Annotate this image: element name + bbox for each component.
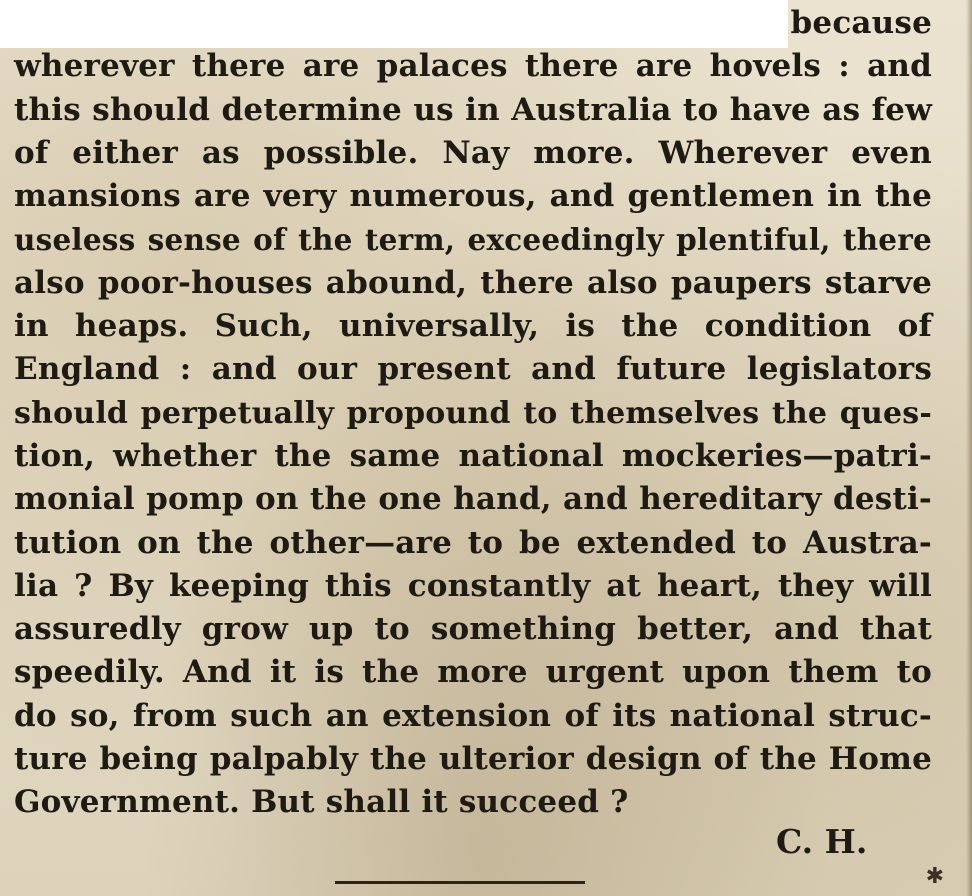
article-line: this should determine us in Australia to have as few xyxy=(14,91,932,128)
article-line: England : and our present and future legislators xyxy=(14,351,932,388)
article-line: lia ? By keeping this constantly at heart, they will xyxy=(14,567,932,604)
article-line: do so, from such an extension of its national struc- xyxy=(14,697,932,734)
article-line: of either as possible. Nay more. Wherever even xyxy=(14,134,932,171)
article-line: monial pomp on the one hand, and hereditary desti- xyxy=(14,481,932,518)
article-line: also poor-houses abound, there also paupers starve xyxy=(14,264,932,301)
article-line: tution on the other—are to be extended to Austra- xyxy=(14,524,932,561)
column-edge-shadow xyxy=(966,0,972,896)
article-line: mansions are very numerous, and gentlemen in the xyxy=(14,178,932,215)
article-line: speedily. And it is the more urgent upon them to xyxy=(14,654,932,691)
article-body xyxy=(14,0,932,825)
article-line: should perpetually propound to themselves the ques- xyxy=(14,395,932,431)
article-line: in heaps. Such, universally, is the condition of xyxy=(14,308,932,345)
article-line: Government. But shall it succeed ? xyxy=(14,784,629,821)
ink-speck-icon: ✱ xyxy=(925,864,944,889)
author-signature: C. H. xyxy=(776,822,868,861)
article-line: because xyxy=(790,5,932,41)
article-line: assuredly grow up to something better, and that xyxy=(14,611,932,648)
article-line: tion, whether the same national mockeries—patri- xyxy=(14,437,932,474)
article-line: useless sense of the term, exceedingly plentiful, there xyxy=(14,222,932,258)
article-line: wherever there are palaces there are hovels : and xyxy=(14,48,932,85)
section-divider-rule xyxy=(335,881,585,884)
article-line: ture being palpably the ulterior design of the Home xyxy=(14,741,932,778)
